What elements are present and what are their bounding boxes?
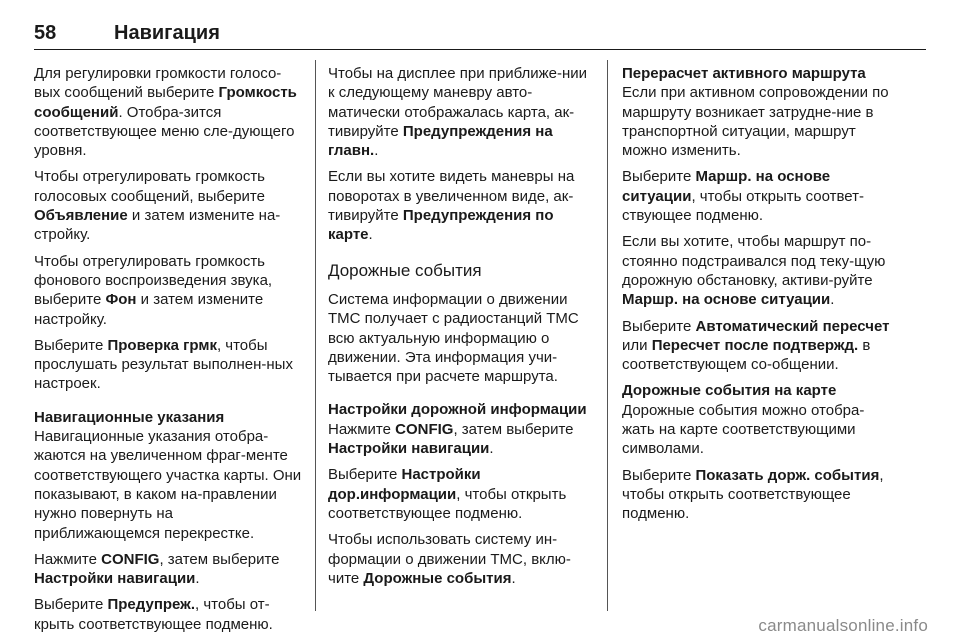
column-2 xyxy=(328,64,596,595)
watermark: carmanualsonline.info xyxy=(758,616,928,635)
paragraph: Если вы хотите видеть маневры на поворотах в увеличенном виде, ак-тивируйте Предупреждения по карте. xyxy=(328,168,575,244)
page-number: 58 xyxy=(34,22,57,44)
paragraph: Дорожные события можно отобра-жать на карте соответствующими символами. xyxy=(622,401,865,458)
paragraph: Выберите Настройки дор.информации, чтобы открыть соответствующее подменю. xyxy=(328,466,567,522)
subheading: Дорожные события на карте xyxy=(622,382,837,400)
paragraph: Если при активном сопровождении по маршруту возникает затрудне-ние в транспортной ситуации, маршрут можно изменить. xyxy=(622,84,889,160)
subheading: Перерасчет активного маршрута xyxy=(622,65,866,82)
paragraph: Навигационные указания отобра-жаются на увеличенном фраг-менте соответствующего участка карты. Они показывают, в каком на-правлении нужно повернуть на приближающемся перекрестке. xyxy=(34,428,302,542)
column-1 xyxy=(34,64,302,641)
paragraph: Выберите Показать дорж. события, чтобы открыть соответствующее подменю. xyxy=(622,466,884,523)
header-rule xyxy=(34,49,926,50)
paragraph: Выберите Предупреж., чтобы от-крыть соответствующее подменю. xyxy=(34,596,273,633)
page-title: Навигация xyxy=(114,22,220,44)
paragraph: Чтобы отрегулировать громкость голосовых сообщений, выберите Объявление и затем измените на-стройку. xyxy=(34,168,281,244)
column-divider-2 xyxy=(607,60,608,611)
paragraph: Для регулировки громкости голосо-вых сообщений выберите Громкость сообщений. Отобра-зится соответствующее меню сле-дующего уровня. xyxy=(34,65,297,160)
column-divider-1 xyxy=(315,60,316,611)
column-3 xyxy=(622,64,894,531)
paragraph: Выберите Маршр. на основе ситуации, чтобы открыть соответ-ствующее подменю. xyxy=(622,168,864,225)
paragraph: Чтобы использовать систему ин-формации о движении TMC, вклю-чите Дорожные события. xyxy=(328,531,571,587)
paragraph: Система информации о движении TMC получает с радиостанций TMC всю актуальную информацию о движении. Эта информация учи-тывается при расчете маршрута. xyxy=(328,290,579,386)
paragraph: Нажмите CONFIG, затем выберите Настройки навигации. xyxy=(328,420,574,458)
page-header xyxy=(34,22,220,45)
paragraph: Выберите Автоматический пересчет или Пересчет после подтвержд. в соответствующем со-общении. xyxy=(622,317,890,374)
paragraph: Нажмите CONFIG, затем выберите Настройки навигации. xyxy=(34,550,280,588)
paragraph: Выберите Проверка грмк, чтобы прослушать результат выполнен-ных настроек. xyxy=(34,336,293,393)
paragraph: Чтобы на дисплее при приближе-нии к следующему маневру авто-матически отображалась карта, ак-тивируйте Предупреждения на главн.. xyxy=(328,65,588,160)
subheading: Настройки дорожной информации xyxy=(328,401,587,419)
paragraph: Если вы хотите, чтобы маршрут по-стоянно подстраивался под теку-щую дорожную обстановку, активи-руйте Маршр. на основе ситуации. xyxy=(622,233,886,309)
section-heading: Дорожные события xyxy=(328,260,482,280)
paragraph: Чтобы отрегулировать громкость фонового воспроизведения звука, выберите Фон и затем измените настройку. xyxy=(34,252,273,328)
subheading: Навигационные указания xyxy=(34,408,225,426)
